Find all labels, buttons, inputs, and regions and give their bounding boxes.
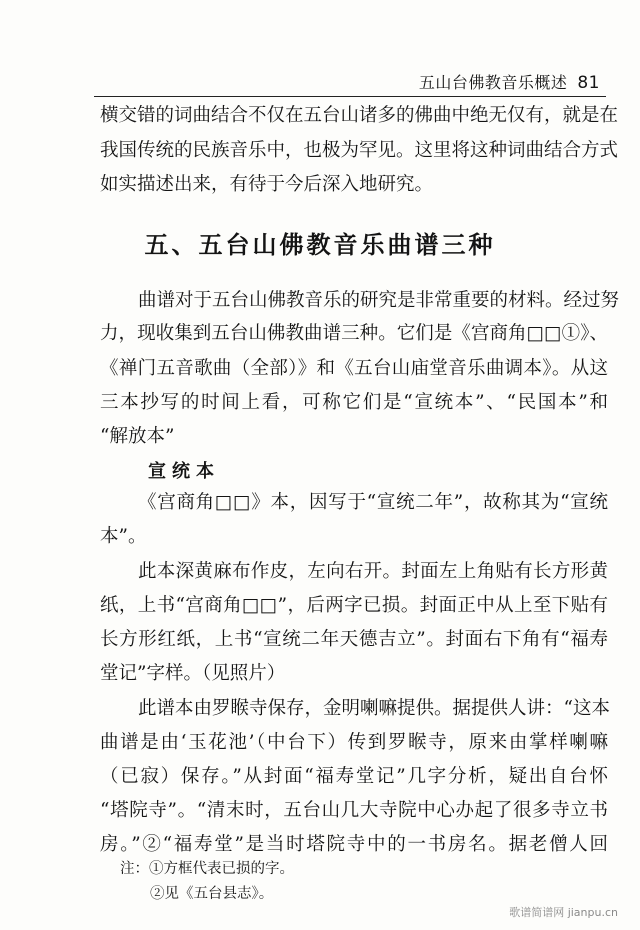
section-heading: 五、五台山佛教音乐曲谱三种 bbox=[144, 231, 496, 259]
para1-line: “解放本” bbox=[100, 426, 175, 447]
footnote-1 bbox=[120, 859, 294, 879]
para1-line: 曲谱对于五台山佛教音乐的研究是非常重要的材料。经过努 bbox=[138, 290, 620, 311]
para1-line: 三本抄写的时间上看，可称它们是“宣统本”、“民国本”和 bbox=[100, 392, 608, 413]
para1-line: 《禅门五音歌曲（全部）》和《五台山庙堂音乐曲调本》。从这 bbox=[100, 358, 608, 379]
para4-line: 房。”②“福寿堂”是当时塔院寺中的一书房名。据老僧人回 bbox=[100, 834, 608, 855]
header-title: 五山台佛教音乐概述 bbox=[418, 73, 568, 92]
watermark: 歌谱简谱网 jianpu.cn bbox=[509, 906, 618, 919]
header-text bbox=[419, 70, 600, 93]
para1-line: 力，现收集到五台山佛教曲谱三种。它们是《宫商角□□①》、 bbox=[100, 323, 608, 344]
footnote-2: ②见《五台县志》。 bbox=[150, 886, 274, 902]
intro-line: 我国传统的民族音乐中，也极为罕见。这里将这种词曲结合方式 bbox=[100, 140, 619, 161]
para4-line: 此谱本由罗睺寺保存，金明喇嘛提供。据提供人讲：“这本 bbox=[138, 698, 610, 719]
para4-line: “塔院寺”。“清末时，五台山几大寺院中心办起了很多寺立书 bbox=[100, 800, 608, 821]
running-header bbox=[94, 66, 606, 97]
para3-line: 此本深黄麻布作皮，左向右开。封面左上角贴有长方形黄 bbox=[138, 561, 608, 582]
footnote-label: 注： bbox=[120, 861, 149, 877]
para3-line: 长方形红纸，上书“宣统二年天德吉立”。封面右下角有“福寿 bbox=[100, 629, 608, 650]
para2-line: 《宫商角□□》本，因写于“宣统二年”，故称其为“宣统 bbox=[138, 492, 608, 513]
para4-line: 曲谱是由‘玉花池’（中台下）传到罗睺寺，原来由掌样喇嘛 bbox=[100, 732, 608, 753]
subheading: 宣统本 bbox=[148, 461, 220, 482]
intro-line: 横交错的词曲结合不仅在五台山诸多的佛曲中绝无仅有，就是在 bbox=[100, 105, 619, 126]
para4-line: （已寂）保存。”从封面“福寿堂记”几字分析，疑出自台怀 bbox=[100, 766, 608, 787]
para3-line: 堂记”字样。（见照片） bbox=[100, 663, 286, 684]
para2-line: 本”。 bbox=[100, 526, 147, 547]
footnote-1-text: ①方框代表已损的字。 bbox=[149, 861, 294, 877]
page-number: 81 bbox=[577, 73, 600, 93]
para3-line: 纸，上书“宫商角□□”，后两字已损。封面正中从上至下贴有 bbox=[100, 595, 608, 616]
intro-line: 如实描述出来，有待于今后深入地研究。 bbox=[100, 174, 434, 195]
